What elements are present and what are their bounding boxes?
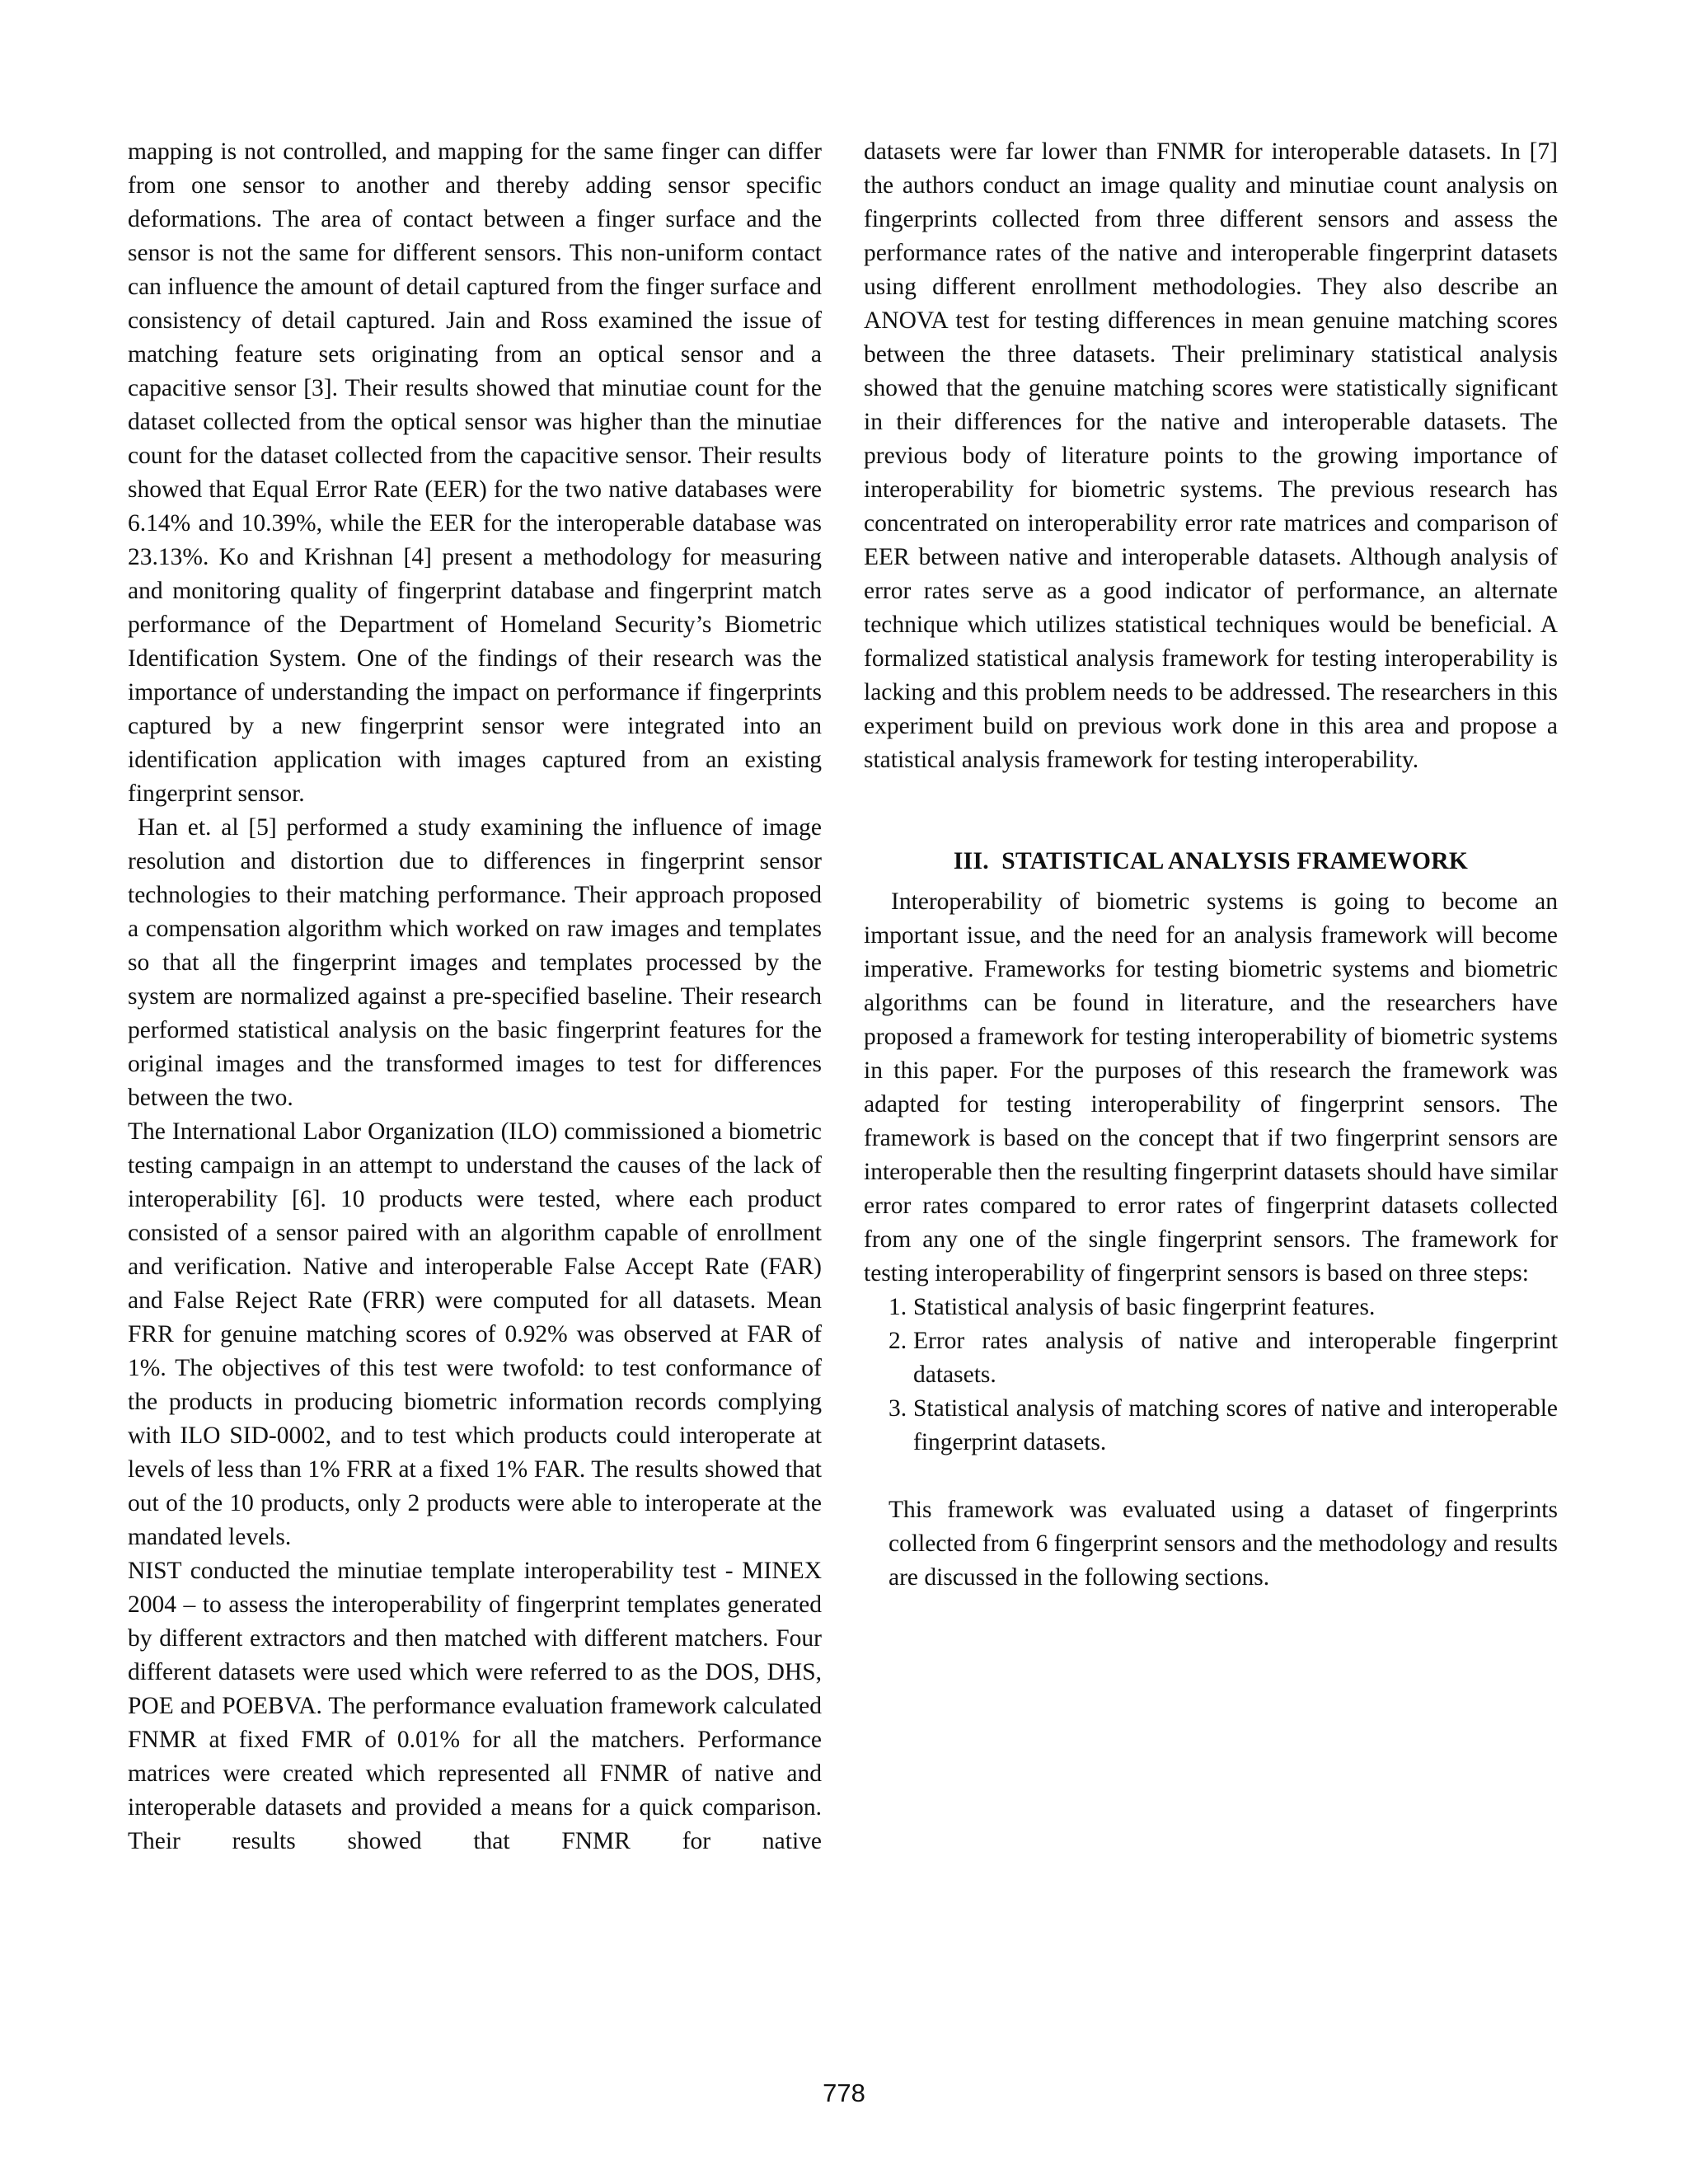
section-heading: III. STATISTICAL ANALYSIS FRAMEWORK: [953, 848, 1469, 874]
step-text: Statistical analysis of basic fingerprint features.: [913, 1294, 1376, 1320]
framework-step: [889, 1392, 1558, 1460]
left-column: [128, 135, 828, 1858]
step-text: Error rates analysis of native and interoperable fingerprint datasets.: [913, 1328, 1558, 1388]
left-paragraph-2: Han et. al [5] performed a study examining the influence of image resolution and distortion due to differences in fingerprint sensor technologies to their matching performance. Their approach proposed a compensation algorithm which worked on raw images and templates so that all the fingerprint images and templates processed by the system are normalized against a pre-specified baseline. Their research performed statistical analysis on the basic fingerprint features for the original images and the transformed images to test for differences between the two.: [128, 814, 828, 1111]
section-spacer: [864, 777, 1558, 845]
step-number: 3.: [889, 1395, 907, 1422]
left-paragraph-4: NIST conducted the minutiae template interoperability test - MINEX 2004 – to assess the interoperability of fingerprint templates generated by different extractors and then matched with different matchers. Four different datasets were used which were referred to as the DOS, DHS, POE and POEBVA. The performance evaluation framework calculated FNMR at fixed FMR of 0.01% for all the matchers. Performance matrices were created which represented all FNMR of native and interoperable datasets and provided a means for a quick comparison. Their results showed that FNMR for native: [128, 1558, 822, 1854]
right-intro-paragraph: datasets were far lower than FNMR for interoperable datasets. In [7] the authors conduct an image quality and minutiae count analysis on fingerprints collected from three different sensors and assess the performance rates of the native and interoperable fingerprint datasets using different enrollment methodologies. They also describe an ANOVA test for testing differences in mean genuine matching scores between the three datasets. Their preliminary statistical analysis showed that the genuine matching scores were statistically significant in their differences for the native and interoperable datasets. The previous body of literature points to the growing importance of interoperability for biometric systems. The previous research has concentrated on interoperability error rate matrices and comparison of EER between native and interoperable datasets. Although analysis of error rates serve as a good indicator of performance, an alternate technique which utilizes statistical techniques would be beneficial. A formalized statistical analysis framework for testing interoperability is lacking and this problem needs to be addressed. The researchers in this experiment build on previous work done in this area and propose a statistical analysis framework for testing interoperability.: [864, 138, 1558, 773]
closing-spacer: [864, 1460, 1558, 1493]
framework-step: [889, 1291, 1558, 1324]
framework-steps-list: [864, 1291, 1558, 1460]
step-number: 1.: [889, 1294, 907, 1320]
page-number: 778: [823, 2079, 865, 2107]
step-text: Statistical analysis of matching scores of native and interoperable fingerprint datasets.: [913, 1395, 1558, 1455]
heading-spacer: [864, 879, 1558, 885]
closing-paragraph: This framework was evaluated using a dataset of fingerprints collected from 6 fingerprint sensors and the methodology and results are discussed in the following sections.: [889, 1497, 1558, 1591]
left-paragraph-1: mapping is not controlled, and mapping for the same finger can differ from one sensor to another and thereby adding sensor specific deformations. The area of contact between a finger surface and the sensor is not the same for different sensors. This non-uniform contact can influence the amount of detail captured from the finger surface and consistency of detail captured. Jain and Ross examined the issue of matching feature sets originating from an optical sensor and a capacitive sensor [3]. Their results showed that minutiae count for the dataset collected from the optical sensor was higher than the minutiae count for the dataset collected from the capacitive sensor. Their results showed that Equal Error Rate (EER) for the two native databases were 6.14% and 10.39%, while the EER for the interoperable database was 23.13%. Ko and Krishnan [4] present a methodology for measuring and monitoring quality of fingerprint database and fingerprint match performance of the Department of Homeland Security’s Biometric Identification System. One of the findings of their research was the importance of understanding the impact on performance if fingerprints captured by a new fingerprint sensor were integrated into an identification application with images captured from an existing fingerprint sensor.: [128, 138, 822, 807]
section-paragraph: Interoperability of biometric systems is going to become an important issue, and the need for an analysis framework will become imperative. Frameworks for testing biometric systems and biometric algorithms can be found in literature, and the researchers have proposed a framework for testing interoperability of biometric systems in this paper. For the purposes of this research the framework was adapted for testing interoperability of fingerprint sensors. The framework is based on the concept that if two fingerprint sensors are interoperable then the resulting fingerprint datasets should have similar error rates compared to error rates of fingerprint datasets collected from any one of the single fingerprint sensors. The framework for testing interoperability of fingerprint sensors is based on three steps:: [864, 888, 1558, 1286]
left-paragraph-3: The International Labor Organization (ILO) commissioned a biometric testing campaign in an attempt to understand the causes of the lack of interoperability [6]. 10 products were tested, where each product consisted of a sensor paired with an algorithm capable of enrollment and verification. Native and interoperable False Accept Rate (FAR) and False Reject Rate (FRR) were computed for all datasets. Mean FRR for genuine matching scores of 0.92% was observed at FAR of 1%. The objectives of this test were twofold: to test conformance of the products in producing biometric information records complying with ILO SID-0002, and to test which products could interoperate at levels of less than 1% FRR at a fixed 1% FAR. The results showed that out of the 10 products, only 2 products were able to interoperate at the mandated levels.: [128, 1118, 822, 1550]
step-number: 2.: [889, 1328, 907, 1354]
right-column: [864, 135, 1558, 1595]
framework-step: [889, 1324, 1558, 1392]
